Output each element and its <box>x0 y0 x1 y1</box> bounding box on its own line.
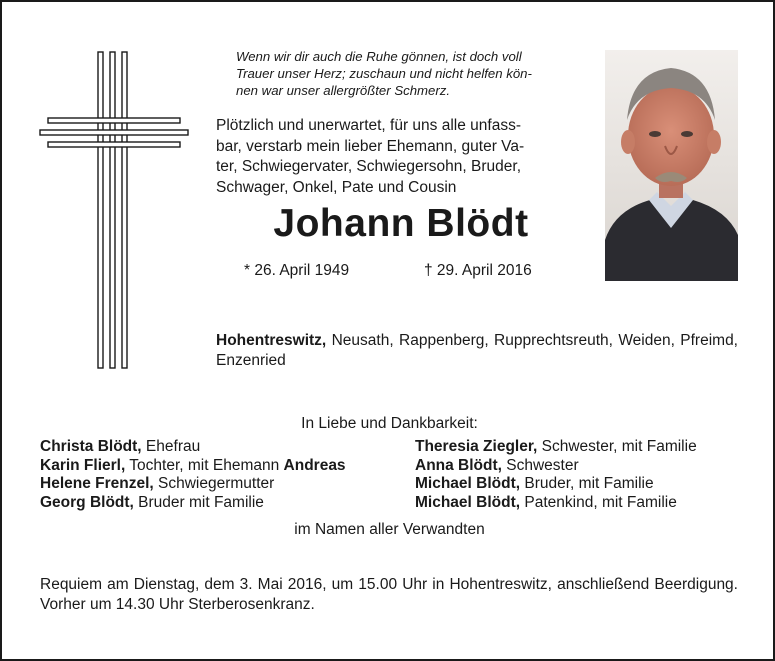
mourner-name: Michael Blödt, <box>415 493 521 511</box>
announcement-line: Plötzlich und unerwartet, für uns alle unfass- <box>216 117 521 134</box>
mourner-relation: Tochter, mit Ehemann <box>125 456 284 474</box>
thanks-heading: In Liebe und Dankbarkeit: <box>301 415 478 432</box>
mourner-name: Helene Frenzel, <box>40 475 154 493</box>
mourner-relation: Bruder mit Familie <box>133 493 264 511</box>
announcement <box>216 116 578 198</box>
mourner <box>40 438 346 457</box>
death-date: † 29. April 2016 <box>424 262 532 279</box>
birth-date: * 26. April 1949 <box>244 262 350 279</box>
mourner-spouse-name: Andreas <box>283 456 346 474</box>
mourner-name: Christa Blödt, <box>40 438 142 455</box>
mourner <box>415 457 697 476</box>
mourner-name: Michael Blödt, <box>415 475 521 493</box>
mourner-name: Theresia Ziegler, <box>415 438 538 455</box>
mourner <box>415 438 697 457</box>
announcement-line: ter, Schwiegervater, Schwiegersohn, Bruder, <box>216 158 521 175</box>
mourners-right <box>415 438 697 512</box>
mourner-name: Karin Flierl, <box>40 456 126 474</box>
mourner <box>40 475 346 494</box>
mourner-relation: Bruder, mit Familie <box>520 475 654 493</box>
mourner <box>415 494 697 513</box>
poem-line: Trauer unser Herz; zuschaun und nicht helfen kön- <box>236 66 532 81</box>
mourner <box>40 457 346 476</box>
mourner-name: Georg Blödt, <box>40 493 134 511</box>
mourner-relation: Patenkind, mit Familie <box>520 493 677 511</box>
places <box>216 331 738 371</box>
service-info: Requiem am Dienstag, dem 3. Mai 2016, um 15.00 Uhr in Hohentreswitz, anschließend Beerdigung. Vorher um 14.30 Uhr Sterberosenkranz. <box>40 576 738 613</box>
portrait-illustration <box>605 50 738 281</box>
mourner-relation: Schwester, mit Familie <box>537 438 697 455</box>
mourner-name: Anna Blödt, <box>415 456 502 474</box>
mourner-relation: Schwester <box>501 456 579 474</box>
poem-line: Wenn wir dir auch die Ruhe gönnen, ist doch voll <box>236 49 522 64</box>
mourner <box>40 494 346 513</box>
other-places: Neusath, Rappenberg, Rupprechtsreuth, Weiden, Pfreimd, Enzenried <box>216 332 738 369</box>
announcement-line: Schwager, Onkel, Pate und Cousin <box>216 178 457 196</box>
poem <box>236 48 586 99</box>
deceased-name: Johann Blödt <box>273 202 529 245</box>
announcement-line: bar, verstarb mein lieber Ehemann, guter Va- <box>216 137 525 155</box>
mourner-relation: Schwiegermutter <box>153 475 275 493</box>
portrait-photo <box>605 50 738 281</box>
mourner <box>415 475 697 494</box>
mourner-relation: Ehefrau <box>141 438 201 455</box>
poem-line: nen war unser allergrößter Schmerz. <box>236 83 451 98</box>
cross-icon <box>38 48 190 372</box>
home-place: Hohentreswitz, <box>216 332 327 349</box>
mourners-left <box>40 438 346 512</box>
closing-line: im Namen aller Verwandten <box>294 521 485 538</box>
